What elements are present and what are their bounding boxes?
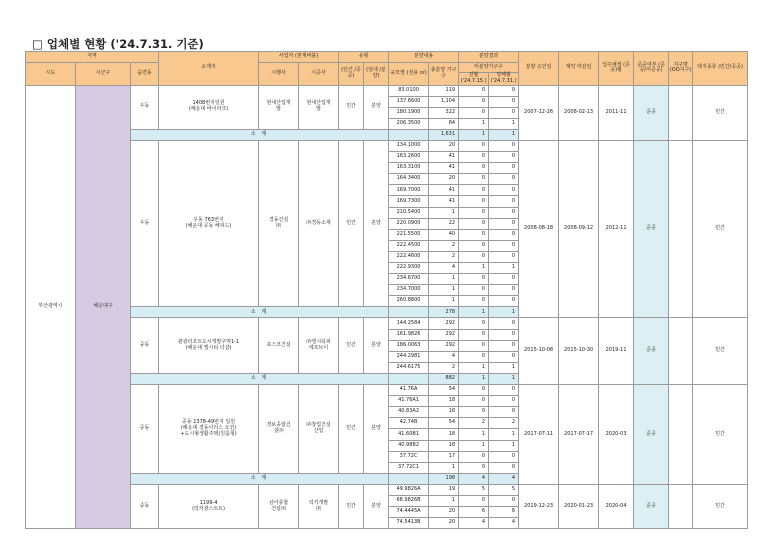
unsold-prev-cell: 0 <box>459 385 489 396</box>
subtotal-label: 소 계 <box>131 373 389 384</box>
header-curr: 당해월 ('24.7.31.) <box>489 73 519 86</box>
total-units-cell: 40 <box>429 229 459 240</box>
unsold-curr-cell: 2 <box>489 418 519 429</box>
unsold-prev-cell: 0 <box>459 495 489 506</box>
total-units-cell: 18 <box>429 429 459 440</box>
type-public-cell: 민간 <box>339 85 364 129</box>
header-developer: 시행사 <box>259 63 299 86</box>
area-cell: 161.9826 <box>389 329 429 340</box>
area-cell: 186.0063 <box>389 340 429 351</box>
subtotal-total: 198 <box>429 473 459 484</box>
header-area: 규모별 (전용 ㎡) <box>389 63 429 86</box>
unsold-prev-cell: 0 <box>459 296 489 307</box>
unsold-prev-cell: 0 <box>459 152 489 163</box>
total-units-cell: 1 <box>429 462 459 473</box>
address-cell: 중동 1378-49번지 일원 (해운대 경동이리스 오션) +도시형생활주택(원룸형) <box>159 385 259 474</box>
type-public-cell: 민간 <box>339 385 364 474</box>
unsold-prev-cell: 1 <box>459 263 489 274</box>
unsold-curr-cell: 0 <box>489 185 519 196</box>
area-cell: 41.60B1 <box>389 429 429 440</box>
contract-date-cell: 2008-09-12 <box>559 140 599 318</box>
unsold-prev-cell: 0 <box>459 218 489 229</box>
header-operator: 사업자 (현재버블) <box>259 52 339 63</box>
total-units-cell: 119 <box>429 85 459 96</box>
header-total-units: 총분양 가구수 <box>429 63 459 86</box>
unsold-prev-cell: 0 <box>459 85 489 96</box>
area-cell: 37.72C <box>389 451 429 462</box>
builder-cell: ㈜창업건설 산업 <box>299 385 339 474</box>
area-cell: 68.9826B <box>389 495 429 506</box>
total-units-cell: 1 <box>429 274 459 285</box>
total-units-cell: 1 <box>429 207 459 218</box>
area-cell: 163.2600 <box>389 152 429 163</box>
subtotal-curr: 4 <box>489 473 519 484</box>
subtotal-curr: 1 <box>489 129 519 140</box>
subtotal-area <box>389 307 429 318</box>
area-cell: 163.3100 <box>389 163 429 174</box>
header-unsold: 미분양가구수 <box>459 63 519 73</box>
total-units-cell: 19 <box>429 484 459 495</box>
type-public-cell: 민간 <box>339 318 364 373</box>
total-units-cell: 84 <box>429 118 459 129</box>
header-welfare: 택지종류 (민간/공공) <box>693 52 748 86</box>
approval-date-cell: 2008-08-18 <box>519 140 559 318</box>
area-cell: 169.7300 <box>389 196 429 207</box>
area-cell: 74.5413B <box>389 518 429 529</box>
address-cell: 1408번지일원 (해운대 바이라크) <box>159 85 259 129</box>
unsold-prev-cell: 0 <box>459 285 489 296</box>
unsold-prev-cell: 0 <box>459 107 489 118</box>
unsold-prev-cell: 0 <box>459 140 489 151</box>
type-sale-cell: 분양 <box>364 484 389 528</box>
type-public-cell: 민간 <box>339 140 364 306</box>
header-dong: 읍면동 <box>131 63 159 86</box>
subtotal-label: 소 계 <box>131 307 389 318</box>
total-units-cell: 41 <box>429 185 459 196</box>
builder-cell: 현대산업개 발 <box>299 85 339 129</box>
unsold-curr-cell: 1 <box>489 440 519 451</box>
subtotal-area <box>389 473 429 484</box>
completion-cell: 준공 <box>634 318 669 385</box>
table-row <box>26 140 748 151</box>
status-table <box>25 51 748 529</box>
total-units-cell: 1 <box>429 296 459 307</box>
unsold-curr-cell: 0 <box>489 96 519 107</box>
unsold-curr-cell: 0 <box>489 396 519 407</box>
total-units-cell: 22 <box>429 218 459 229</box>
subtotal-prev: 1 <box>459 307 489 318</box>
area-cell: 40.83A2 <box>389 407 429 418</box>
header-sido: 시도 <box>26 63 76 86</box>
unsold-curr-cell: 0 <box>489 140 519 151</box>
unsold-curr-cell: 0 <box>489 451 519 462</box>
completion-cell: 준공 <box>634 85 669 140</box>
district-cell <box>669 484 693 528</box>
area-cell: 134.1000 <box>389 140 429 151</box>
header-type-public: (민간 /공공) <box>339 63 364 86</box>
address-cell: 1199-4 (럭키광스트트) <box>159 484 259 528</box>
unsold-prev-cell: 0 <box>459 396 489 407</box>
subtotal-curr: 1 <box>489 373 519 384</box>
area-cell: 137.6600 <box>389 96 429 107</box>
table-row <box>26 484 748 495</box>
total-units-cell: 41 <box>429 163 459 174</box>
unsold-prev-cell: 1 <box>459 118 489 129</box>
address-cell: 관광리조트도시개발구역1-1 (해운대 엘시티 더샵) <box>159 318 259 373</box>
total-units-cell: 292 <box>429 340 459 351</box>
unsold-curr-cell: 0 <box>489 174 519 185</box>
total-units-cell: 41 <box>429 152 459 163</box>
developer-cell: 경보종합건 설㈜ <box>259 385 299 474</box>
header-result: 분양결과 <box>459 52 519 63</box>
total-units-cell: 1,104 <box>429 96 459 107</box>
dong-cell: 우동 <box>131 140 159 306</box>
subtotal-prev: 4 <box>459 473 489 484</box>
unsold-curr-cell: 5 <box>489 484 519 495</box>
area-cell: 164.3400 <box>389 174 429 185</box>
unsold-curr-cell: 0 <box>489 407 519 418</box>
completion-cell: 준공 <box>634 484 669 528</box>
approval-date-cell: 2015-10-08 <box>519 318 559 385</box>
area-cell: 74.4445A <box>389 507 429 518</box>
subtotal-label: 소 계 <box>131 129 389 140</box>
move-in-cell: 2019-11 <box>599 318 634 385</box>
unsold-curr-cell: 1 <box>489 362 519 373</box>
unsold-prev-cell: 0 <box>459 451 489 462</box>
table-header <box>26 52 748 86</box>
subtotal-prev: 1 <box>459 373 489 384</box>
unsold-prev-cell: 0 <box>459 340 489 351</box>
unsold-prev-cell: 2 <box>459 418 489 429</box>
area-cell: 222.9300 <box>389 263 429 274</box>
completion-cell: 준공 <box>634 385 669 485</box>
header-sigungu: 시군구 <box>76 63 131 86</box>
header-move-in: 입주예정 (준공)월 <box>599 52 634 86</box>
subtotal-area <box>389 129 429 140</box>
approval-date-cell: 2017-07-11 <box>519 385 559 485</box>
welfare-cell: 민간 <box>693 385 748 485</box>
developer-cell: 포스코건설 <box>259 318 299 373</box>
table-row <box>26 318 748 329</box>
dong-cell: 중동 <box>131 318 159 373</box>
contract-date-cell: 2020-01-23 <box>559 484 599 528</box>
developer-cell: 삼아종합 건설㈜ <box>259 484 299 528</box>
move-in-cell: 2011-11 <box>599 85 634 140</box>
developer-cell: 현대산업개 발 <box>259 85 299 129</box>
move-in-cell: 2012-11 <box>599 140 634 318</box>
unsold-curr-cell: 0 <box>489 207 519 218</box>
unsold-prev-cell: 0 <box>459 240 489 251</box>
header-prev: 전월 ('24.7.15.) <box>459 73 489 86</box>
approval-date-cell: 2007-12-26 <box>519 85 559 140</box>
unsold-curr-cell: 6 <box>489 507 519 518</box>
total-units-cell: 2 <box>429 362 459 373</box>
unsold-prev-cell: 0 <box>459 185 489 196</box>
welfare-cell: 민간 <box>693 484 748 528</box>
builder-cell: ㈜경동소재 <box>299 140 339 306</box>
unsold-curr-cell: 0 <box>489 296 519 307</box>
total-units-cell: 322 <box>429 107 459 118</box>
area-cell: 144.2584 <box>389 318 429 329</box>
area-cell: 220.0900 <box>389 218 429 229</box>
unsold-curr-cell: 0 <box>489 229 519 240</box>
table-body <box>26 85 748 529</box>
contract-date-cell: 2008-02-13 <box>559 85 599 140</box>
unsold-prev-cell: 0 <box>459 196 489 207</box>
total-units-cell: 18 <box>429 407 459 418</box>
header-builder: 시공사 <box>299 63 339 86</box>
area-cell: 221.5500 <box>389 229 429 240</box>
unsold-curr-cell: 0 <box>489 240 519 251</box>
subtotal-prev: 1 <box>459 129 489 140</box>
address-cell: 우동 763번지 (해운대 공동 해피드) <box>159 140 259 306</box>
area-cell: 180.1900 <box>389 107 429 118</box>
dong-cell: 중동 <box>131 484 159 528</box>
welfare-cell: 민간 <box>693 318 748 385</box>
welfare-cell: 민간 <box>693 140 748 318</box>
table-container <box>25 51 747 526</box>
total-units-cell: 18 <box>429 440 459 451</box>
subtotal-total: 278 <box>429 307 459 318</box>
unsold-curr-cell: 0 <box>489 462 519 473</box>
area-cell: 40.98B2 <box>389 440 429 451</box>
unsold-prev-cell: 0 <box>459 351 489 362</box>
move-in-cell: 2020-03 <box>599 385 634 485</box>
type-sale-cell: 분양 <box>364 385 389 474</box>
unsold-curr-cell: 0 <box>489 163 519 174</box>
total-units-cell: 20 <box>429 174 459 185</box>
total-units-cell: 41 <box>429 196 459 207</box>
unsold-curr-cell: 0 <box>489 340 519 351</box>
total-units-cell: 4 <box>429 351 459 362</box>
unsold-curr-cell: 1 <box>489 263 519 274</box>
dong-cell: 중동 <box>131 385 159 474</box>
subtotal-area <box>389 373 429 384</box>
total-units-cell: 1 <box>429 285 459 296</box>
unsold-curr-cell: 0 <box>489 251 519 262</box>
unsold-curr-cell: 0 <box>489 152 519 163</box>
area-cell: 206.3500 <box>389 118 429 129</box>
area-cell: 244.6175 <box>389 362 429 373</box>
area-cell: 83.0100 <box>389 85 429 96</box>
unsold-prev-cell: 0 <box>459 318 489 329</box>
unsold-curr-cell: 0 <box>489 274 519 285</box>
total-units-cell: 2 <box>429 251 459 262</box>
welfare-cell: 민간 <box>693 85 748 140</box>
unsold-curr-cell: 0 <box>489 495 519 506</box>
unsold-curr-cell: 1 <box>489 429 519 440</box>
dong-cell: 우동 <box>131 85 159 129</box>
area-cell: 244.2981 <box>389 351 429 362</box>
area-cell: 41.76A <box>389 385 429 396</box>
total-units-cell: 292 <box>429 318 459 329</box>
type-sale-cell: 분양 <box>364 140 389 306</box>
area-cell: 222.4600 <box>389 251 429 262</box>
header-district: 지구명 (OO지구) <box>669 52 693 86</box>
total-units-cell: 20 <box>429 507 459 518</box>
area-cell: 169.7000 <box>389 185 429 196</box>
subtotal-total: 1,631 <box>429 129 459 140</box>
total-units-cell: 20 <box>429 518 459 529</box>
unsold-prev-cell: 5 <box>459 484 489 495</box>
total-units-cell: 20 <box>429 140 459 151</box>
area-cell: 49.9826A <box>389 484 429 495</box>
unsold-prev-cell: 0 <box>459 407 489 418</box>
unsold-prev-cell: 4 <box>459 518 489 529</box>
header-region: 지역 <box>26 52 159 63</box>
unsold-prev-cell: 1 <box>459 429 489 440</box>
total-units-cell: 54 <box>429 385 459 396</box>
area-cell: 42.74B <box>389 418 429 429</box>
unsold-prev-cell: 0 <box>459 207 489 218</box>
area-cell: 210.5400 <box>389 207 429 218</box>
total-units-cell: 18 <box>429 396 459 407</box>
header-address: 소재지 <box>159 52 259 86</box>
district-cell <box>669 85 693 140</box>
subtotal-curr: 1 <box>489 307 519 318</box>
unsold-prev-cell: 0 <box>459 96 489 107</box>
total-units-cell: 54 <box>429 418 459 429</box>
header-approval: 분양 승인일 <box>519 52 559 86</box>
area-cell: 234.7000 <box>389 285 429 296</box>
unsold-prev-cell: 0 <box>459 274 489 285</box>
developer-cell: 경동건설 ㈜ <box>259 140 299 306</box>
unsold-curr-cell: 0 <box>489 85 519 96</box>
header-content: 분양내용 <box>389 52 459 63</box>
contract-date-cell: 2015-10-30 <box>559 318 599 385</box>
sigungu-cell: 해운대구 <box>76 85 131 529</box>
unsold-curr-cell: 0 <box>489 218 519 229</box>
unsold-prev-cell: 0 <box>459 462 489 473</box>
unsold-prev-cell: 0 <box>459 329 489 340</box>
header-contract: 계약 마감일 <box>559 52 599 86</box>
builder-cell: ㈜엘시티피 에프브이 <box>299 318 339 373</box>
unsold-prev-cell: 6 <box>459 507 489 518</box>
unsold-curr-cell: 1 <box>489 118 519 129</box>
contract-date-cell: 2017-07-17 <box>559 385 599 485</box>
move-in-cell: 2020-04 <box>599 484 634 528</box>
unsold-curr-cell: 0 <box>489 318 519 329</box>
approval-date-cell: 2019-12-23 <box>519 484 559 528</box>
type-public-cell: 민간 <box>339 484 364 528</box>
unsold-prev-cell: 0 <box>459 229 489 240</box>
total-units-cell: 17 <box>429 451 459 462</box>
total-units-cell: 4 <box>429 263 459 274</box>
district-cell <box>669 318 693 385</box>
unsold-prev-cell: 0 <box>459 251 489 262</box>
header-completion: 준공여부 (준공/미준공) <box>634 52 669 86</box>
total-units-cell: 292 <box>429 329 459 340</box>
table-row <box>26 385 748 396</box>
type-sale-cell: 분양 <box>364 318 389 373</box>
unsold-prev-cell: 0 <box>459 174 489 185</box>
page-title: □ 업체별 현황 ('24.7.31. 기준) <box>32 37 204 51</box>
area-cell: 260.8800 <box>389 296 429 307</box>
unsold-curr-cell: 0 <box>489 329 519 340</box>
header-type: 유형 <box>339 52 389 63</box>
district-cell <box>669 385 693 485</box>
builder-cell: 럭키개발 ㈜ <box>299 484 339 528</box>
unsold-prev-cell: 1 <box>459 440 489 451</box>
unsold-curr-cell: 0 <box>489 351 519 362</box>
type-sale-cell: 분양 <box>364 85 389 129</box>
unsold-curr-cell: 0 <box>489 196 519 207</box>
area-cell: 234.6700 <box>389 274 429 285</box>
table-row <box>26 85 748 96</box>
sido-cell: 부산광역시 <box>26 85 76 529</box>
area-cell: 37.72C1 <box>389 462 429 473</box>
subtotal-label: 소 계 <box>131 473 389 484</box>
area-cell: 222.4500 <box>389 240 429 251</box>
area-cell: 41.76A1 <box>389 396 429 407</box>
unsold-curr-cell: 0 <box>489 285 519 296</box>
header-type-sale: (임대 /분양) <box>364 63 389 86</box>
unsold-curr-cell: 0 <box>489 107 519 118</box>
unsold-curr-cell: 4 <box>489 518 519 529</box>
unsold-prev-cell: 1 <box>459 362 489 373</box>
total-units-cell: 2 <box>429 240 459 251</box>
subtotal-total: 882 <box>429 373 459 384</box>
total-units-cell: 1 <box>429 495 459 506</box>
unsold-curr-cell: 0 <box>489 385 519 396</box>
completion-cell: 준공 <box>634 140 669 318</box>
district-cell <box>669 140 693 318</box>
unsold-prev-cell: 0 <box>459 163 489 174</box>
